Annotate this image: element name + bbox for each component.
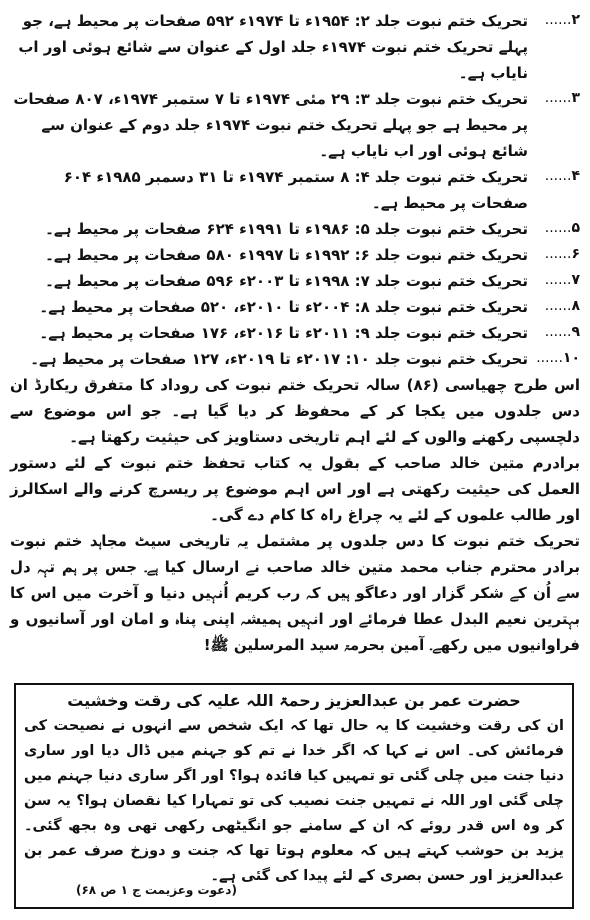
dot-leader: ...... (536, 350, 563, 366)
item-number: ۱۰ (562, 350, 580, 366)
body-paragraph: اس طرح چھیاسی (۸۶) سالہ تحریک ختم نبوت کی روداد کا متفرق ریکارڈ ان دس جلدوں میں یکجا کر کے محفوظ کر دیا گیا ہے۔ جو اس موضوع سے دلچسپی رکھنے والوں کے لئے اہم تاریخی دستاویز کی حیثیت رکھتا ہے۔ (10, 376, 580, 446)
item-number: ۶ (571, 246, 580, 262)
item-text: تحریک ختم نبوت جلد ۴: ۸ ستمبر ۱۹۷۴ء تا ۳۱ دسمبر ۱۹۸۵ء ۶۰۴ صفحات پر محیط ہے۔ (63, 168, 528, 212)
dot-leader: ...... (544, 298, 572, 314)
dot-leader: ...... (544, 272, 572, 288)
list-item (10, 164, 580, 216)
dot-leader: ...... (544, 12, 572, 28)
dot-leader: ...... (544, 246, 572, 262)
list-item (10, 346, 580, 372)
body-paragraph: تحریک ختم نبوت کا دس جلدوں پر مشتمل یہ تاریخی سیٹ مجاہد ختم نبوت برادر محترم جناب محمد متین خالد صاحب نے ارسال کیا ہے۔ جس پر ہم تہہ دل سے اُن کے شکر گزار اور دعاگو ہیں کہ رب کریم اُنہیں دنیا و آخرت میں اس کا بہترین نعیم البدل عطا فرمائے اور انہیں ہمیشہ اپنی پناہ و امان اور آسانیوں و فراوانیوں میں رکھے۔ آمین بحرمۃ سید المرسلین ﷺ! (10, 532, 580, 654)
dot-leader: ...... (544, 168, 572, 184)
body-paragraph: برادرم متین خالد صاحب کے بقول یہ کتاب تحفظ ختم نبوت کے لئے دستور العمل کی حیثیت رکھتی ہے اور اس اہم موضوع پر ریسرچ کرنے والے اسکالرز اور طالب علموں کے لئے یہ چراغ راہ کا کام دے گی۔ (10, 454, 580, 524)
item-number: ۴ (571, 168, 580, 184)
list-item (10, 320, 580, 346)
item-number: ۵ (571, 220, 580, 236)
item-number: ۸ (571, 298, 580, 314)
list-item (10, 216, 580, 242)
list-item (10, 294, 580, 320)
item-text: تحریک ختم نبوت جلد ۲: ۱۹۵۴ء تا ۱۹۷۴ء ۵۹۲ صفحات پر محیط ہے، جو پہلے تحریک ختم نبوت ۱۹۷۴ء جلد اول کے عنوان سے شائع ہوئی اور اب نایاب ہے۔ (18, 12, 528, 82)
volume-list (10, 8, 580, 658)
source-citation: (دعوت وعزیمت ج ۱ ص ۶۸) (76, 883, 237, 897)
item-text: تحریک ختم نبوت جلد ۱۰: ۲۰۱۷ء تا ۲۰۱۹ء، ۱۲۷ صفحات پر محیط ہے۔ (30, 350, 528, 368)
item-text: تحریک ختم نبوت جلد ۸: ۲۰۰۴ء تا ۲۰۱۰ء، ۵۲۰ صفحات پر محیط ہے۔ (39, 298, 528, 316)
item-number: ۳ (571, 90, 580, 106)
dot-leader: ...... (544, 220, 572, 236)
item-number: ۲ (571, 12, 580, 28)
item-number: ۹ (571, 324, 580, 340)
list-item (10, 86, 580, 164)
item-text: تحریک ختم نبوت جلد ۵: ۱۹۸۶ء تا ۱۹۹۱ء ۶۲۴ صفحات پر محیط ہے۔ (45, 220, 528, 238)
list-item (10, 8, 580, 86)
quote-box (14, 683, 574, 909)
list-item (10, 242, 580, 268)
item-text: تحریک ختم نبوت جلد ۹: ۲۰۱۱ء تا ۲۰۱۶ء، ۱۷۶ صفحات پر محیط ہے۔ (39, 324, 528, 342)
list-item (10, 268, 580, 294)
item-number: ۷ (571, 272, 580, 288)
box-title: حضرت عمر بن عبدالعزیز رحمۃ اللہ علیہ کی رقت وخشیت (67, 691, 521, 710)
item-text: تحریک ختم نبوت جلد ۷: ۱۹۹۸ء تا ۲۰۰۳ء ۵۹۶ صفحات پر محیط ہے۔ (45, 272, 528, 290)
dot-leader: ...... (544, 90, 572, 106)
item-text: تحریک ختم نبوت جلد ۶: ۱۹۹۲ء تا ۱۹۹۷ء ۵۸۰ صفحات پر محیط ہے۔ (45, 246, 528, 264)
box-body: ان کی رقت وخشیت کا یہ حال تھا کہ ایک شخص سے انہوں نے نصیحت کی فرمائش کی۔ اس نے کہا کہ اگر خدا نے تم کو جہنم میں ڈال دیا اور ساری دنیا جنت میں چلی گئی تو تمہیں کیا فائدہ ہوا؟ اور اگر ساری دنیا جہنم میں چلی گئی اور اللہ نے تمہیں جنت نصیب کی تو تمہارا کیا نقصان ہوا؟ یہ سن کر وہ اس قدر روئے کہ ان کے سامنے جو انگیٹھی رکھی تھی وہ بجھ گئی۔ یزید بن حوشب کہتے ہیں کہ معلوم ہوتا تھا کہ جنت و دوزخ صرف عمر بن عبدالعزیز اور حسن بصری کے لئے پیدا کی گئی ہے۔ (24, 718, 564, 884)
item-text: تحریک ختم نبوت جلد ۳: ۲۹ مئی ۱۹۷۴ء تا ۷ ستمبر ۱۹۷۴ء، ۸۰۷ صفحات پر محیط ہے جو پہلے تحریک ختم نبوت ۱۹۷۴ء جلد دوم کے عنوان سے شائع ہوئی اور اب نایاب ہے۔ (13, 90, 528, 160)
dot-leader: ...... (544, 324, 572, 340)
